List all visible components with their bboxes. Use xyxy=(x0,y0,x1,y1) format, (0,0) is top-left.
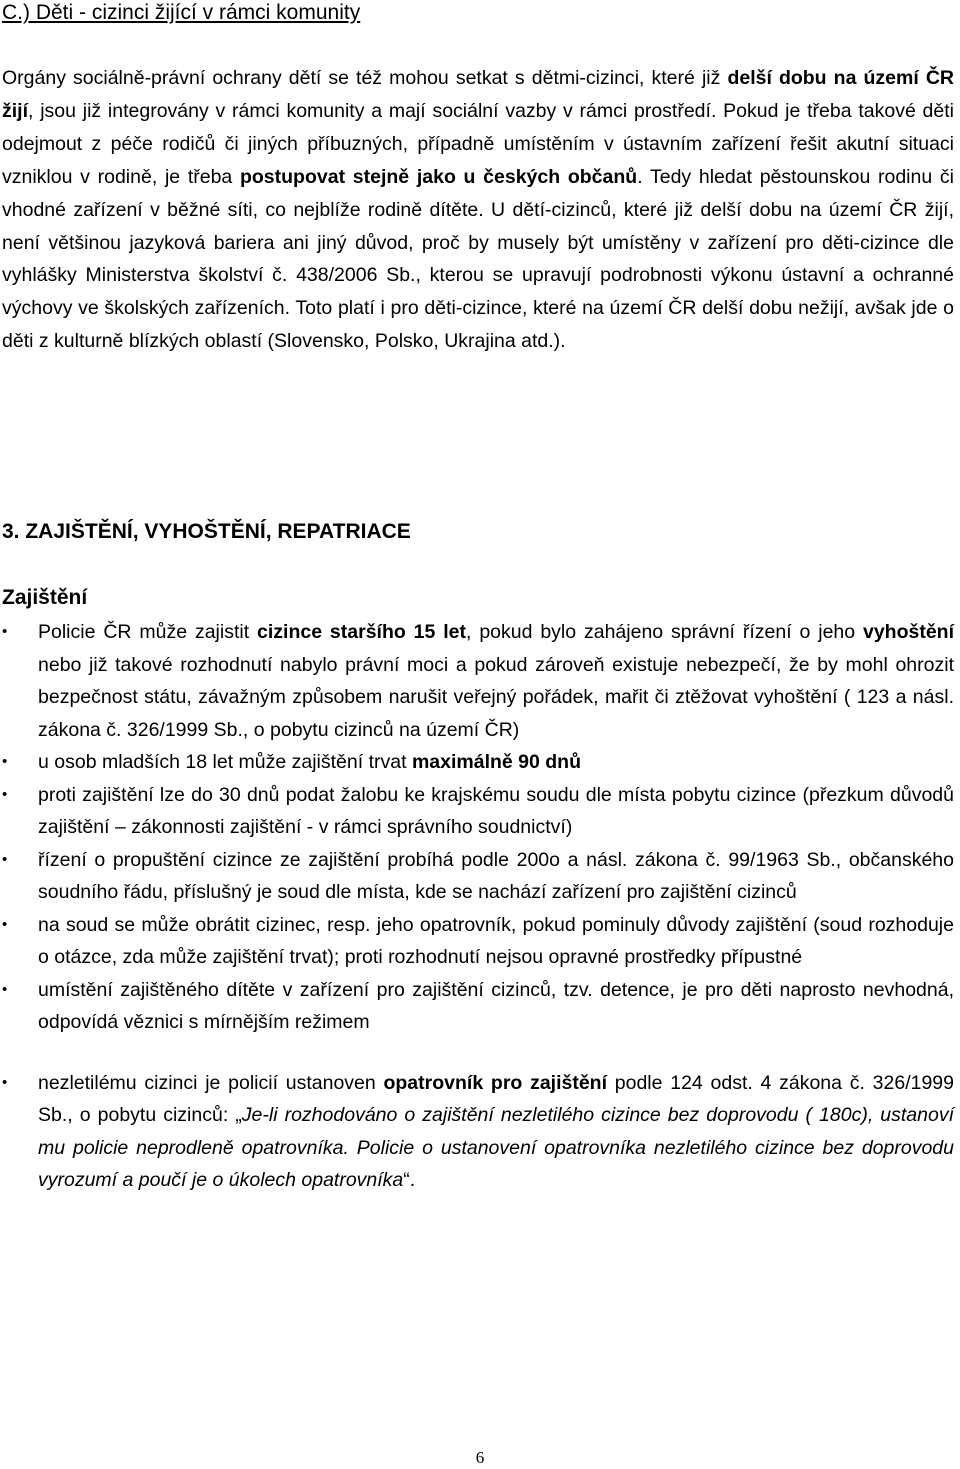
bullet-icon: • xyxy=(2,623,8,640)
bullet-icon: • xyxy=(2,785,8,803)
list-item-text: “. xyxy=(403,1169,416,1191)
list-item-text: Policie ČR může zajistit xyxy=(38,621,258,643)
paragraph-bold-text: postupovat stejně jako u českých občanů xyxy=(239,165,638,188)
bullet-icon: • xyxy=(2,850,8,868)
section-title: C.) Děti - cizinci žijící v rámci komunity xyxy=(2,1,361,24)
list-item xyxy=(0,779,954,844)
list-item xyxy=(0,746,954,779)
list-item xyxy=(0,844,954,909)
list-item-italic-text: Je-li rozhodováno o zajištění nezletilého cizince bez doprovodu ( 180c), ustanoví mu policie neprodleně opatrovníka. Policie o ustanovení opatrovníka nezletilého cizince bez doprovodu vyrozumí a poučí je o úkolech opatrovníka xyxy=(38,1104,954,1191)
bullet-list xyxy=(0,616,954,1197)
list-item xyxy=(0,616,954,746)
bullet-icon: • xyxy=(2,1073,8,1091)
list-item-text: nebo již takové rozhodnutí nabylo právní moci a pokud zároveň existuje nebezpečí, že by mohl ohrozit bezpečnost státu, závažným způsobem narušit veřejný pořádek, mařit či ztěžovat vyhoštění ( 123 a násl. zákona č. 326/1999 Sb., o pobytu cizinců na území ČR) xyxy=(38,653,954,741)
list-item-text: umístění zajištěného dítěte v zařízení pro zajištění cizinců, tzv. detence, je pro děti naprosto nevhodná, odpovídá věznici s mírnějším režimem xyxy=(38,978,954,1033)
list-item-bold-text: vyhoštění xyxy=(862,621,955,643)
list-item-text: podle 124 odst. 4 zákona č. 326/1999 Sb., o pobytu cizinců: „ xyxy=(38,1071,954,1126)
list-item-bold-text: opatrovník pro zajištění xyxy=(383,1071,608,1094)
bullet-icon: • xyxy=(2,980,8,998)
paragraph-text: Orgány sociálně-právní ochrany dětí se též mohou setkat s dětmi-cizinci, které již xyxy=(2,67,728,89)
list-item-text: řízení o propuštění cizince ze zajištění probíhá podle 200o a násl. zákona č. 99/1963 Sb., občanského soudního řádu, příslušný je soud dle místa, kde se nachází zařízení pro zajištění cizinců xyxy=(38,848,954,903)
list-item-bold-text: cizince staršího 15 let xyxy=(257,621,467,643)
body-paragraph xyxy=(2,62,954,358)
subheading: Zajištění xyxy=(2,586,88,609)
list-item xyxy=(0,909,954,974)
list-item-bold-text: maximálně 90 dnů xyxy=(411,751,582,773)
paragraph-text: . Tedy hledat pěstounskou rodinu či vhodné zařízení v běžné síti, co nejblíže rodině dítěte. U dětí-cizinců, které již delší dobu na území ČR žijí, není většinou jazyková bariera ani jiný důvod, proč by musely být umístěny v zařízení pro děti-cizince dle vyhlášky Ministerstva školství č. 438/2006 Sb., kterou se upravují podrobnosti výkonu ústavní a ochranné výchovy ve školských zařízeních. Toto platí i pro děti-cizince, které na území ČR delší dobu nežijí, avšak jde o děti z kulturně blízkých oblastí (Slovensko, Polsko, Ukrajina atd.). xyxy=(2,165,954,353)
paragraph-text: , jsou již integrovány v rámci komunity a mají sociální vazby v rámci prostředí. Pokud je třeba takové děti odejmout z péče rodičů či jiných příbuzných, případně umístěním v ústavním zařízení řešit akutní situaci vzniklou v rodině, je třeba xyxy=(2,99,954,188)
list-item xyxy=(0,1067,954,1197)
chapter-heading: 3. ZAJIŠTĚNÍ, VYHOŠTĚNÍ, REPATRIACE xyxy=(2,520,411,543)
list-item-text: na soud se může obrátit cizinec, resp. jeho opatrovník, pokud pominuly důvody zajištění (soud rozhoduje o otázce, zda může zajištění trvat); proti rozhodnutí nejsou opravné prostředky přípustné xyxy=(38,913,954,968)
list-item-text: , pokud bylo zahájeno správní řízení o jeho xyxy=(466,621,863,643)
list-item-text: proti zajištění lze do 30 dnů podat žalobu ke krajskému soudu dle místa pobytu cizince (přezkum důvodů zajištění – zákonnosti zajištění - v rámci správního soudnictví) xyxy=(38,783,954,838)
list-item xyxy=(0,974,954,1039)
bullet-icon: • xyxy=(2,753,8,770)
list-item-text: u osob mladších 18 let může zajištění trvat xyxy=(38,751,412,773)
bullet-icon: • xyxy=(2,915,8,933)
list-item-text: nezletilému cizinci je policií ustanoven xyxy=(38,1071,384,1094)
page-number: 6 xyxy=(475,1448,485,1467)
paragraph-bold-text: delší dobu na území ČR žijí xyxy=(2,67,954,122)
